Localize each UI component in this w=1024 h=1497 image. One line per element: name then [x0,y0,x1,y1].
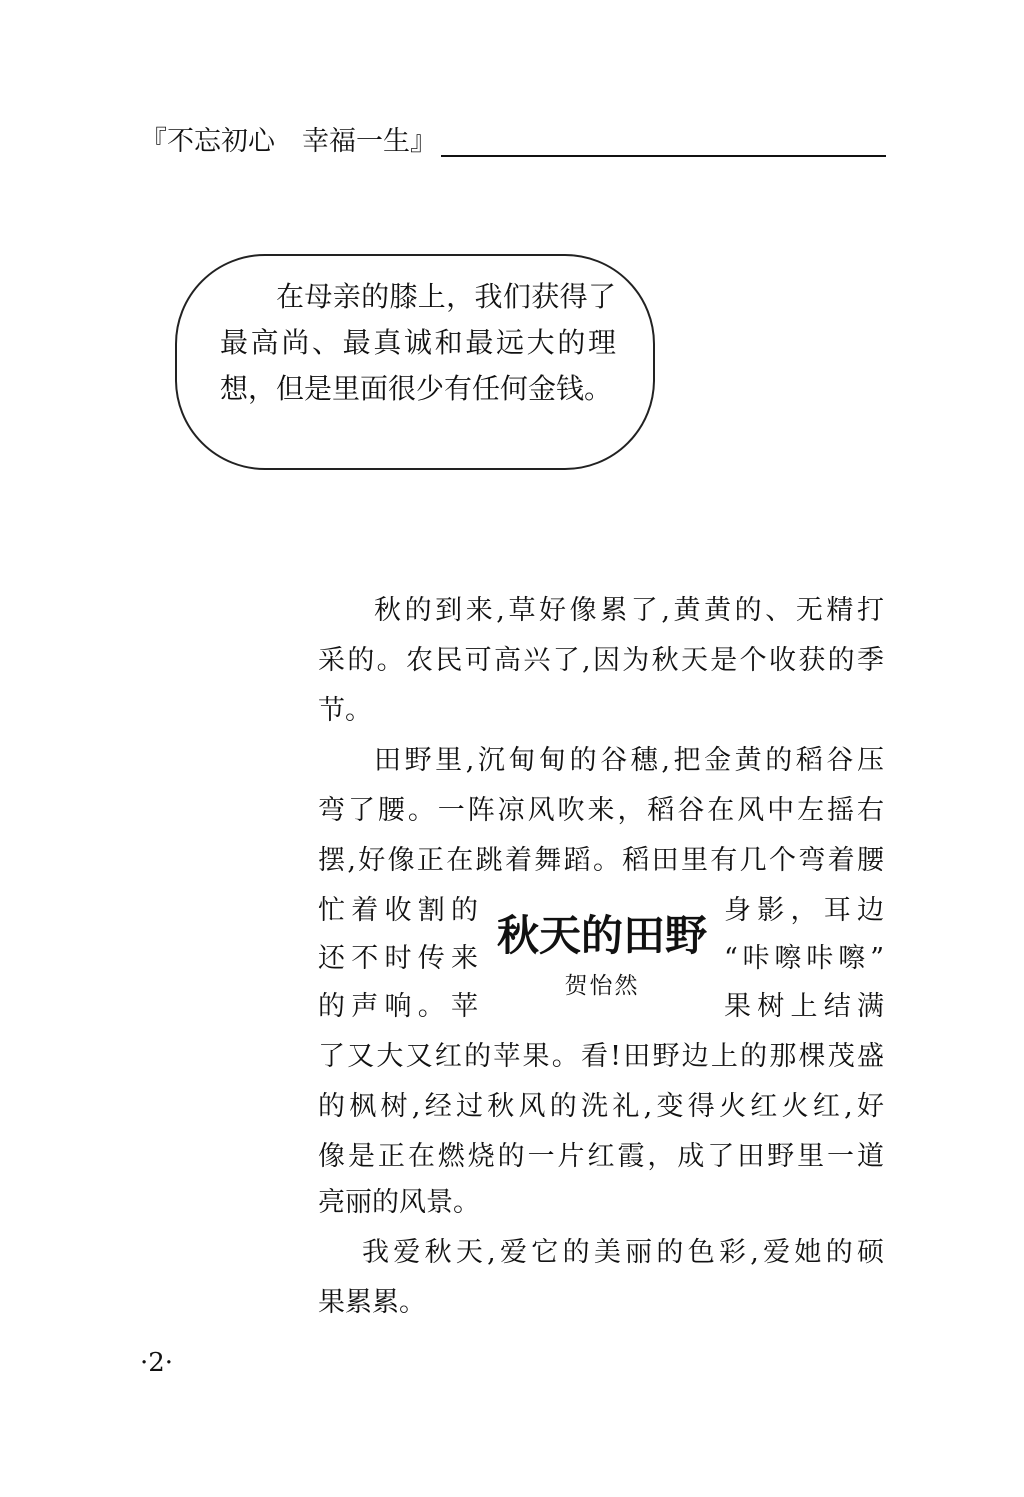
article-line: 了又大又红的苹果。看!田野边上的那棵茂盛 [318,1041,884,1072]
article-line: 田野里,沉甸甸的谷穗,把金黄的稻谷压 [374,745,884,776]
quote-text: 在母亲的膝上，我们获得了最高尚、最真诚和最远大的理想，但是里面很少有任何金钱。 [220,280,616,405]
article-line-left: 的声响。苹 [318,991,478,1022]
article-author: 贺怡然 [564,973,640,999]
article-line: 亮丽的风景。 [318,1187,480,1218]
article-line: 的枫树,经过秋风的洗礼,变得火红火红,好 [318,1091,884,1122]
article-line: 弯了腰。一阵凉风吹来，稻谷在风中左摇右 [318,795,884,826]
article-line-right: “咔嚓咔嚓” [724,943,884,974]
article-line: 节。 [318,695,372,726]
page-number: ·2· [140,1348,174,1378]
article-line: 我爱秋天,爱它的美丽的色彩,爱她的硕 [362,1237,884,1268]
article-line: 摆,好像正在跳着舞蹈。稻田里有几个弯着腰 [318,845,884,876]
running-header [140,125,886,159]
article-line-right: 果树上结满 [724,991,884,1022]
article-line: 秋的到来,草好像累了,黄黄的、无精打 [374,595,884,626]
article-line-left: 忙着收割的 [318,895,478,926]
article-line: 果累累。 [318,1287,426,1318]
article-line: 像是正在燃烧的一片红霞，成了田野里一道 [318,1141,884,1172]
article-line-left: 还不时传来 [318,943,478,974]
book-title: 『不忘初心 幸福一生』 [140,126,437,157]
article-title: 秋天的田野 [496,911,707,960]
article-line: 采的。农民可高兴了,因为秋天是个收获的季 [318,645,884,676]
article-line-right: 身影，耳边 [724,895,884,926]
header-rule [441,155,886,157]
